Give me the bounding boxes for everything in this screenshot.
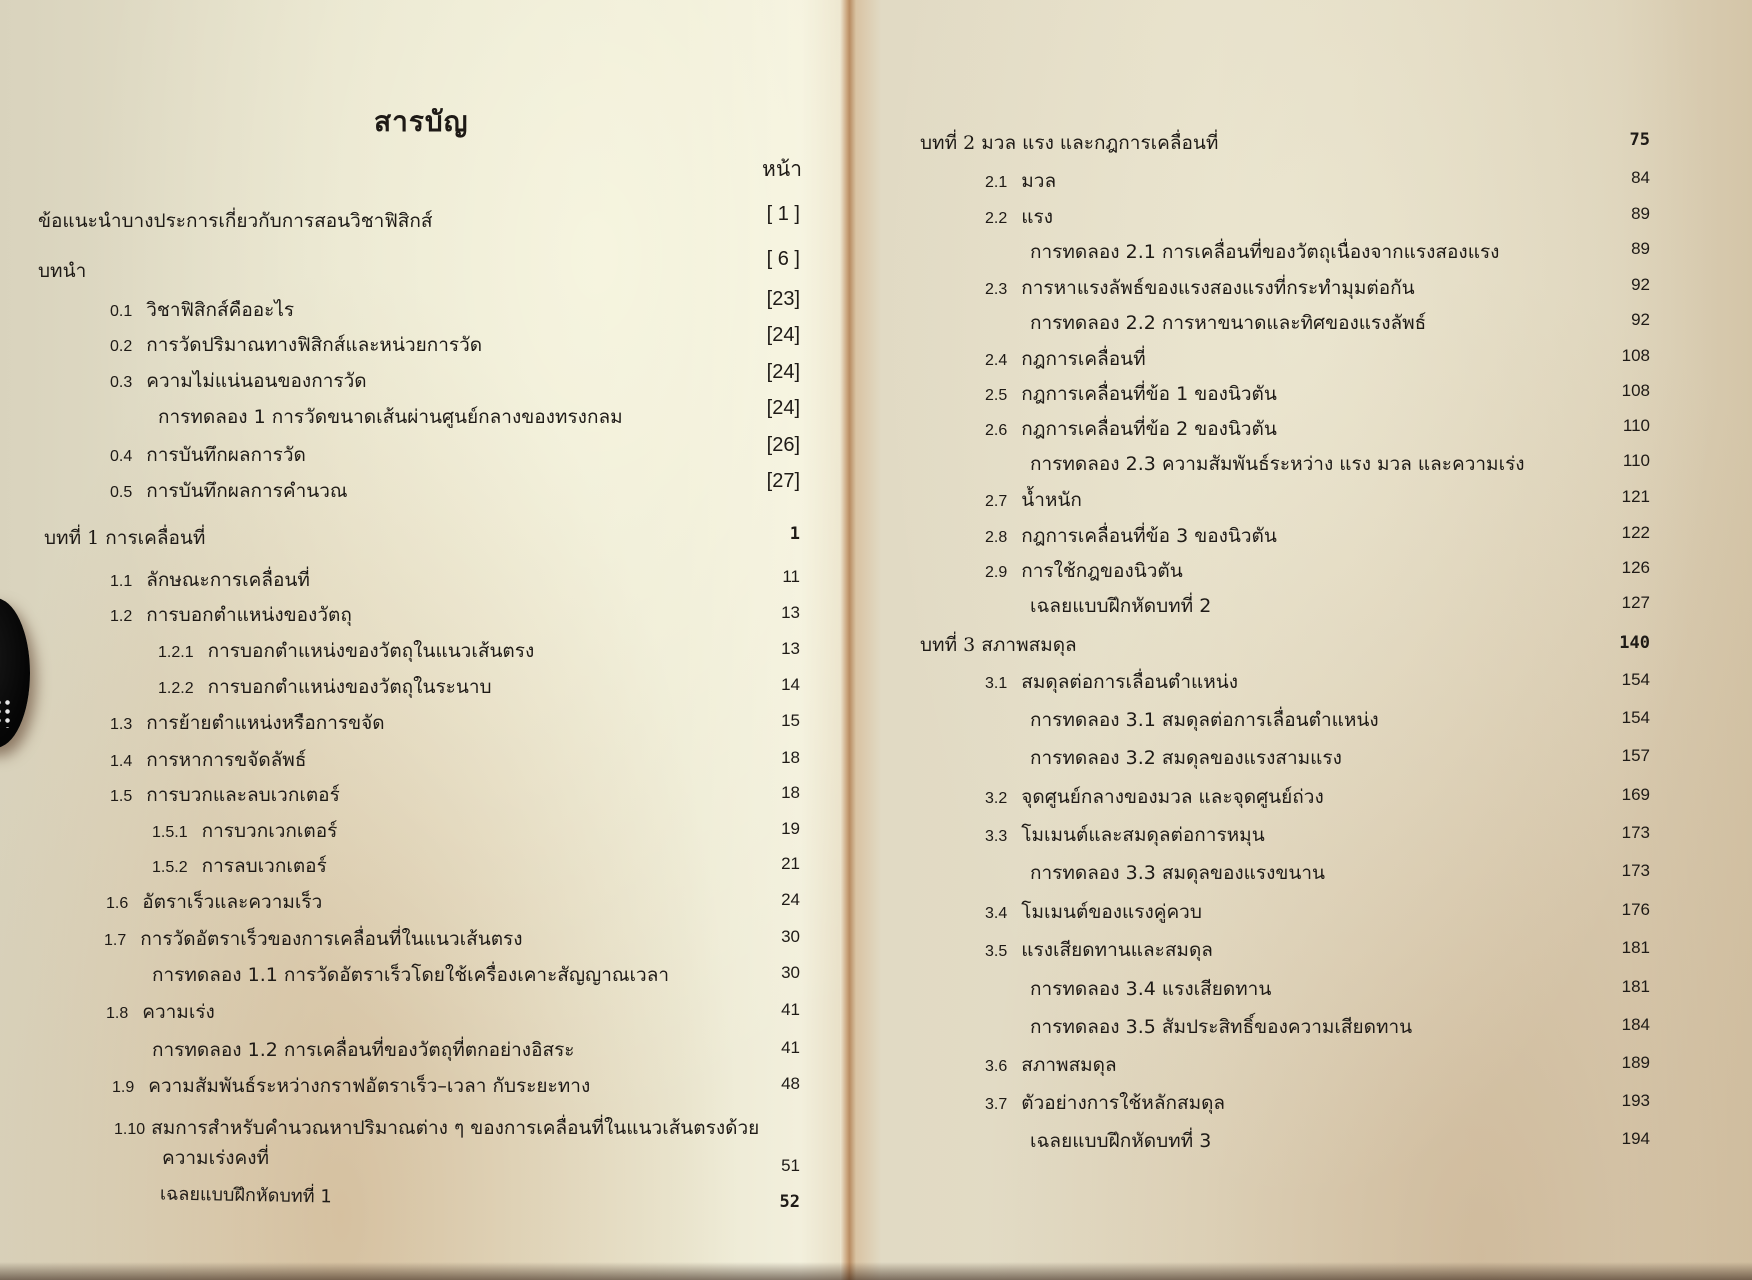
entry-page: 19	[781, 819, 800, 838]
toc-entry[interactable]	[110, 745, 306, 775]
toc-entry[interactable]	[985, 556, 1183, 586]
entry-label: โมเมนต์และสมดุลต่อการหมุน	[1021, 824, 1265, 846]
entry-label: ความเร่ง	[142, 1001, 215, 1023]
toc-entry-answers[interactable]	[1030, 1126, 1211, 1156]
chapter-page: 140	[1619, 633, 1650, 653]
entry-number: 0.2	[110, 338, 133, 355]
entry-page: [26]	[766, 434, 800, 456]
entry-page: 189	[1621, 1053, 1650, 1072]
chapter-heading: บทที่ 3 สภาพสมดุล	[920, 634, 1077, 656]
entry-number: 2.6	[985, 422, 1008, 439]
binder-clip	[0, 598, 30, 748]
entry-number: 1.9	[112, 1079, 135, 1096]
entry-label: กฎการเคลื่อนที่	[1021, 348, 1146, 370]
chapter-heading: บทที่ 1 การเคลื่อนที่	[44, 527, 206, 549]
entry-label: การทดลอง 2.1 การเคลื่อนที่ของวัตถุเนื่องจากแรงสองแรง	[1030, 241, 1500, 263]
entry-label: การทดลอง 2.3 ความสัมพันธ์ระหว่าง แรง มวล และความเร่ง	[1030, 453, 1525, 475]
entry-number: 1.7	[104, 932, 127, 949]
entry-label: การบวกเวกเตอร์	[201, 820, 338, 842]
entry-number: 2.8	[985, 529, 1008, 546]
entry-page: 108	[1621, 381, 1650, 400]
left-page	[0, 0, 852, 1280]
entry-label: การบันทึกผลการคำนวณ	[146, 480, 348, 502]
entry-label: กฎการเคลื่อนที่ข้อ 2 ของนิวตัน	[1021, 418, 1277, 440]
entry-page: 30	[781, 963, 800, 982]
entry-label: กฎการเคลื่อนที่ข้อ 3 ของนิวตัน	[1021, 525, 1277, 547]
entry-label: การบันทึกผลการวัด	[146, 444, 306, 466]
entry-page: 108	[1621, 346, 1650, 365]
chapter-page: 75	[1629, 130, 1650, 150]
entry-number: 1.1	[110, 573, 133, 590]
entry-page: 110	[1622, 451, 1650, 470]
toc-entry-experiment[interactable]	[1030, 858, 1325, 888]
toc-entry[interactable]	[152, 816, 337, 846]
entry-page: 18	[781, 748, 800, 767]
toc-entry[interactable]	[110, 780, 340, 810]
toc-entry[interactable]	[985, 820, 1265, 850]
toc-entry[interactable]	[152, 851, 327, 881]
entry-label: เฉลยแบบฝึกหัดบทที่ 1	[159, 1183, 332, 1208]
entry-number: 3.3	[985, 828, 1008, 845]
entry-label: การหาแรงลัพธ์ของแรงสองแรงที่กระทำมุมต่อกัน	[1021, 277, 1415, 299]
entry-page: 181	[1621, 938, 1650, 957]
right-page	[845, 0, 1752, 1280]
toc-entry-experiment[interactable]	[1030, 705, 1379, 735]
entry-page: 181	[1621, 977, 1650, 996]
entry-page: 157	[1621, 746, 1650, 765]
entry-number: 3.4	[985, 905, 1008, 922]
entry-label: การทดลอง 3.5 สัมประสิทธิ์ของความเสียดทาน	[1030, 1016, 1413, 1038]
entry-number: 1.2	[110, 608, 133, 625]
entry-page: 169	[1621, 785, 1650, 804]
entry-label: ความเร่งคงที่	[162, 1147, 270, 1169]
entry-page: 121	[1621, 487, 1650, 506]
entry-page: 52	[779, 1192, 800, 1212]
toc-entry-answers[interactable]	[160, 1179, 332, 1211]
entry-page: [23]	[766, 288, 800, 310]
entry-page: 110	[1622, 416, 1650, 435]
toc-entry[interactable]	[985, 897, 1202, 927]
toc-entry[interactable]	[985, 485, 1082, 515]
entry-page: [24]	[766, 361, 800, 383]
entry-number: 1.8	[106, 1005, 129, 1022]
entry-page: [27]	[766, 470, 800, 492]
entry-label: เฉลยแบบฝึกหัดบทที่ 2	[1030, 595, 1212, 617]
entry-page: 24	[781, 890, 800, 909]
entry-label: การทดลอง 3.3 สมดุลของแรงขนาน	[1030, 862, 1326, 884]
entry-number: 0.4	[110, 448, 133, 465]
entry-number: 2.2	[985, 210, 1008, 227]
toc-entry[interactable]	[158, 672, 492, 702]
entry-page: 92	[1631, 310, 1650, 329]
entry-number: 0.5	[110, 484, 133, 501]
toc-entry[interactable]	[985, 379, 1277, 409]
entry-label: การใช้กฎของนิวตัน	[1021, 560, 1183, 582]
toc-chapter-2[interactable]	[920, 128, 1218, 158]
toc-entry-experiment[interactable]	[1030, 237, 1499, 267]
toc-entry-answers[interactable]	[1030, 591, 1211, 621]
toc-entry[interactable]	[104, 924, 523, 954]
entry-page: 193	[1621, 1091, 1650, 1110]
entry-label: การหาการขจัดลัพธ์	[146, 749, 307, 771]
entry-label: การย้ายตำแหน่งหรือการขจัด	[146, 712, 385, 734]
toc-entry[interactable]	[106, 887, 322, 917]
entry-number: 3.5	[985, 943, 1008, 960]
entry-number: 3.6	[985, 1058, 1008, 1075]
toc-entry[interactable]	[110, 366, 367, 396]
entry-page: [ 6 ]	[766, 248, 800, 270]
entry-page: 21	[781, 854, 800, 873]
entry-page: 173	[1621, 861, 1650, 880]
entry-number: 3.7	[985, 1096, 1008, 1113]
entry-page: 122	[1621, 523, 1650, 542]
toc-entry[interactable]	[158, 636, 534, 666]
entry-page: 89	[1631, 204, 1650, 223]
toc-entry[interactable]	[985, 202, 1053, 232]
toc-entry[interactable]	[106, 997, 215, 1027]
entry-page: 41	[781, 1000, 800, 1019]
toc-entry[interactable]	[985, 344, 1146, 374]
entry-number: 2.5	[985, 387, 1008, 404]
entry-label: สมการสำหรับคำนวณหาปริมาณต่าง ๆ ของการเคลื่อนที่ในแนวเส้นตรงด้วย	[151, 1117, 760, 1139]
chapter-page: 1	[789, 524, 800, 544]
entry-page: 41	[781, 1038, 800, 1057]
entry-page: 15	[781, 711, 800, 730]
entry-page: 48	[781, 1074, 800, 1093]
entry-label: สมดุลต่อการเลื่อนตำแหน่ง	[1021, 671, 1239, 693]
entry-label: การทดลอง 1.1 การวัดอัตราเร็วโดยใช้เครื่องเคาะสัญญาณเวลา	[152, 964, 670, 986]
entry-page: 194	[1621, 1129, 1650, 1148]
entry-number: 1.5	[110, 788, 133, 805]
entry-number: 3.2	[985, 790, 1008, 807]
entry-number: 0.1	[110, 303, 133, 320]
entry-page: 14	[781, 675, 800, 694]
entry-label: การทดลอง 1 การวัดขนาดเส้นผ่านศูนย์กลางของทรงกลม	[158, 406, 623, 428]
toc-chapter-1[interactable]	[44, 523, 205, 553]
toc-entry[interactable]	[110, 565, 310, 595]
toc-entry-experiment[interactable]	[1030, 974, 1271, 1004]
entry-label: โมเมนต์ของแรงคู่ควบ	[1021, 901, 1202, 923]
entry-page: 51	[781, 1156, 800, 1175]
toc-entry[interactable]	[985, 273, 1415, 303]
entry-label: การบอกตำแหน่งของวัตถุในแนวเส้นตรง	[207, 640, 535, 662]
entry-page: 127	[1621, 593, 1650, 612]
toc-entry[interactable]	[112, 1071, 590, 1101]
entry-number: 2.3	[985, 281, 1008, 298]
entry-label: อัตราเร็วและความเร็ว	[142, 891, 323, 913]
toc-entry-introduction[interactable]	[38, 256, 86, 286]
toc-entry[interactable]	[110, 600, 352, 630]
entry-label: น้ำหนัก	[1021, 489, 1082, 511]
entry-page: 13	[781, 603, 800, 622]
entry-page: 11	[782, 567, 800, 586]
toc-entry[interactable]	[985, 166, 1056, 196]
entry-label: การบอกตำแหน่งของวัตถุในระนาบ	[207, 676, 492, 698]
entry-label: สภาพสมดุล	[1021, 1054, 1117, 1076]
entry-number: 1.3	[110, 716, 133, 733]
entry-label: การทดลอง 3.2 สมดุลของแรงสามแรง	[1030, 747, 1342, 769]
page-column-header: หน้า	[762, 157, 802, 181]
toc-entry-continuation[interactable]	[162, 1143, 269, 1173]
entry-label: การบวกและลบเวกเตอร์	[146, 784, 340, 806]
entry-page: 92	[1631, 275, 1650, 294]
entry-page: 30	[781, 927, 800, 946]
entry-page: 84	[1631, 168, 1650, 187]
entry-page: 126	[1621, 558, 1650, 577]
entry-number: 2.7	[985, 493, 1008, 510]
toc-entry-experiment[interactable]	[1030, 449, 1525, 479]
entry-label: การวัดอัตราเร็วของการเคลื่อนที่ในแนวเส้นตรง	[140, 928, 523, 950]
entry-number: 3.1	[985, 675, 1008, 692]
chapter-heading: บทที่ 2 มวล แรง และกฎการเคลื่อนที่	[920, 132, 1219, 154]
entry-label: แรง	[1021, 206, 1053, 228]
entry-label: แรงเสียดทานและสมดุล	[1021, 939, 1213, 961]
entry-page: 18	[781, 783, 800, 802]
entry-page: [24]	[766, 397, 800, 419]
toc-entry[interactable]	[985, 667, 1238, 697]
toc-entry-experiment[interactable]	[158, 402, 623, 432]
entry-number: 2.9	[985, 564, 1008, 581]
entry-page: [ 1 ]	[766, 203, 800, 225]
toc-entry[interactable]	[110, 440, 306, 470]
entry-label: วิชาฟิสิกส์คืออะไร	[146, 299, 295, 321]
toc-entry-experiment[interactable]	[152, 960, 669, 990]
entry-label: การบอกตำแหน่งของวัตถุ	[146, 604, 352, 626]
entry-number: 1.5.2	[152, 859, 188, 876]
entry-label: การวัดปริมาณทางฟิสิกส์และหน่วยการวัด	[146, 334, 483, 356]
entry-label: ความสัมพันธ์ระหว่างกราฟอัตราเร็ว–เวลา กับระยะทาง	[148, 1075, 591, 1097]
entry-number: 1.10	[114, 1121, 146, 1138]
entry-number: 1.4	[110, 753, 133, 770]
toc-chapter-3[interactable]	[920, 630, 1077, 660]
toc-entry[interactable]	[985, 935, 1213, 965]
entry-page: 173	[1621, 823, 1650, 842]
entry-label: การทดลอง 3.1 สมดุลต่อการเลื่อนตำแหน่ง	[1030, 709, 1379, 731]
entry-label: จุดศูนย์กลางของมวล และจุดศูนย์ถ่วง	[1021, 786, 1324, 808]
entry-label: เฉลยแบบฝึกหัดบทที่ 3	[1030, 1130, 1212, 1152]
entry-page: 154	[1621, 708, 1650, 727]
entry-number: 1.5.1	[152, 824, 188, 841]
toc-entry[interactable]	[110, 295, 294, 325]
entry-label: มวล	[1021, 170, 1057, 192]
toc-entry[interactable]	[110, 476, 348, 506]
book-spine-gutter	[840, 0, 856, 1280]
entry-number: 1.6	[106, 895, 129, 912]
toc-entry[interactable]	[985, 1088, 1225, 1118]
toc-entry[interactable]	[110, 708, 385, 738]
entry-page: 176	[1621, 900, 1650, 919]
entry-number: 1.2.2	[158, 680, 194, 697]
entry-page: [24]	[766, 324, 800, 346]
toc-entry[interactable]	[985, 414, 1277, 444]
toc-entry-experiment[interactable]	[1030, 1012, 1412, 1042]
entry-label: บทนำ	[38, 260, 87, 282]
toc-entry[interactable]	[985, 521, 1277, 551]
entry-label: การทดลอง 3.4 แรงเสียดทาน	[1030, 978, 1272, 1000]
toc-entry[interactable]	[985, 1050, 1117, 1080]
entry-page: 89	[1631, 239, 1650, 258]
toc-entry-experiment[interactable]	[152, 1035, 574, 1065]
toc-title: สารบัญ	[374, 105, 469, 138]
entry-number: 0.3	[110, 374, 133, 391]
entry-label: การทดลอง 1.2 การเคลื่อนที่ของวัตถุที่ตกอย่างอิสระ	[152, 1039, 575, 1061]
entry-number: 1.2.1	[158, 644, 194, 661]
bottom-edge-shadow	[0, 1262, 1752, 1280]
entry-label: ลักษณะการเคลื่อนที่	[146, 569, 310, 591]
entry-number: 2.1	[985, 174, 1008, 191]
toc-entry[interactable]	[114, 1113, 759, 1143]
toc-entry-experiment[interactable]	[1030, 308, 1426, 338]
entry-label: กฎการเคลื่อนที่ข้อ 1 ของนิวตัน	[1021, 383, 1277, 405]
entry-page: 13	[781, 639, 800, 658]
entry-label: ข้อแนะนำบางประการเกี่ยวกับการสอนวิชาฟิสิกส์	[38, 210, 433, 232]
toc-entry[interactable]	[985, 782, 1324, 812]
entry-label: ตัวอย่างการใช้หลักสมดุล	[1021, 1092, 1226, 1114]
entry-label: ความไม่แน่นอนของการวัด	[146, 370, 367, 392]
entry-page: 184	[1621, 1015, 1650, 1034]
entry-number: 2.4	[985, 352, 1008, 369]
toc-entry[interactable]	[110, 330, 482, 360]
toc-entry-foreword[interactable]	[38, 206, 432, 236]
entry-page: 154	[1621, 670, 1650, 689]
entry-label: การลบเวกเตอร์	[201, 855, 327, 877]
toc-entry-experiment[interactable]	[1030, 743, 1342, 773]
entry-label: การทดลอง 2.2 การหาขนาดและทิศของแรงลัพธ์	[1030, 312, 1427, 334]
